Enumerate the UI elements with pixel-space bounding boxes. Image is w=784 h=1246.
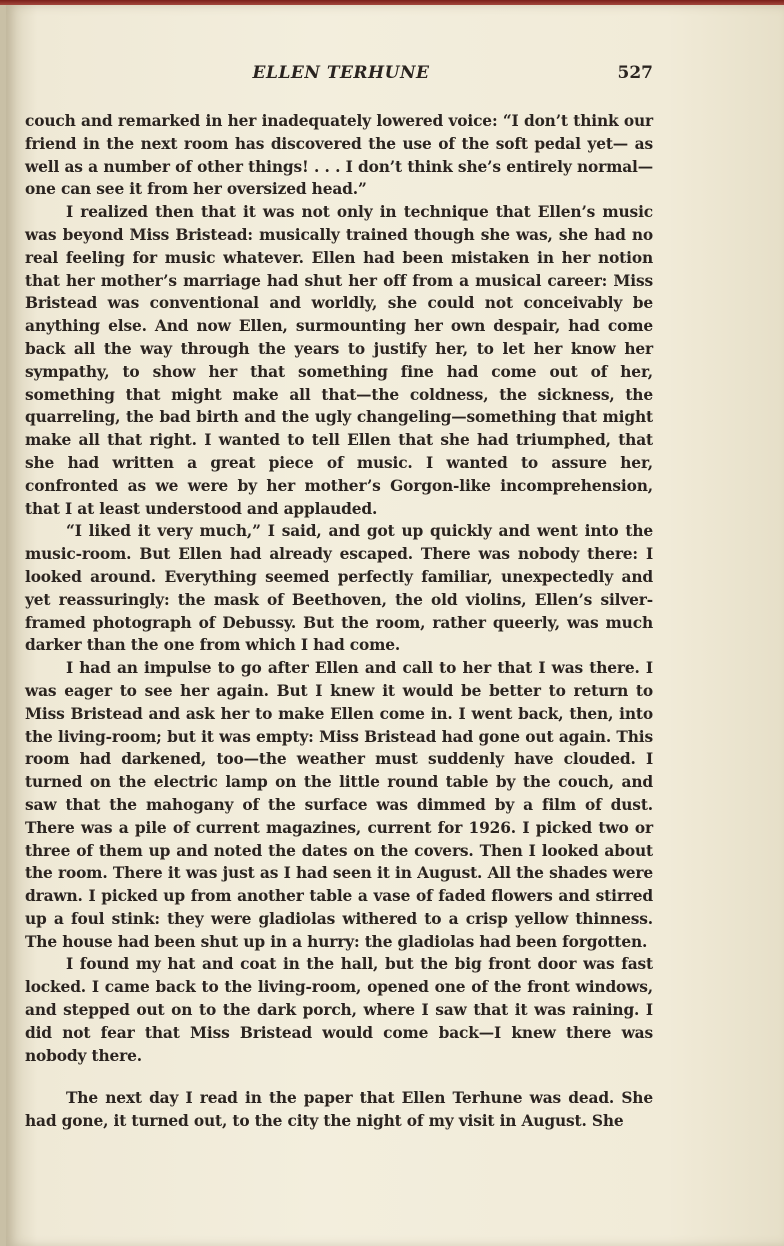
page-number: 527 — [617, 63, 653, 83]
paragraph: The next day I read in the paper that Ellen Terhune was dead. She had gone, it turned out, to the city the night of my visit in August. She — [25, 1089, 653, 1131]
running-title: ELLEN TERHUNE — [252, 63, 430, 83]
paragraph: “I liked it very much,” I said, and got up quickly and went into the music-room. But Ellen had already escaped. There was nobody there: I looked around. Everything seemed perfectly familiar, unexpectedly and yet reassuringly: the mask of Beethoven, the old violins, Ellen’s silver-framed photograph of Debussy. But the room, rather queerly, was much darker than the one from which I had come. — [25, 522, 653, 655]
paragraph: I had an impulse to go after Ellen and call to her that I was there. I was eager to see her again. But I knew it would be better to return to Miss Bristead and ask her to make Ellen come in. I went back, then, into the living-room; but it was empty: Miss Bristead had gone out again. This room had darkened, too—the weather must suddenly have clouded. I turned on the electric lamp on the little round table by the couch, and saw that the mahogany of the surface was dimmed by a film of dust. There was a pile of current magazines, current for 1926. I picked two or three of them up and noted the dates on the covers. Then I looked about the room. There it was just as I had seen it in August. All the shades were drawn. I picked up from another table a vase of faded flowers and stirred up a foul stink: they were gladiolas withered to a crisp yellow thinness. The house had been shut up in a hurry: the gladiolas had been forgotten. — [25, 659, 653, 951]
section-break — [25, 1067, 653, 1087]
page-header — [0, 63, 784, 89]
body-text — [25, 110, 653, 1133]
paragraph-continuation: couch and remarked in her inadequately lowered voice: “I don’t think our friend in the next room has discovered the use of the soft pedal yet— as well as a number of other things! . . . I don’t think she’s entirely normal—one can see it from her oversized head.” — [25, 112, 653, 199]
paragraph: I realized then that it was not only in technique that Ellen’s music was beyond Miss Bristead: musically trained though she was, she had no real feeling for music whatever. Ellen had been mistaken in her notion that her mother’s marriage had shut her off from a musical career: Miss Bristead was conventional and worldly, she could not conceivably be anything else. And now Ellen, surmounting her own despair, had come back all the way through the years to justify her, to let her know her sympathy, to show her that something fine had come out of her, something that might make all that—the coldness, the sickness, the quarreling, the bad birth and the ugly changeling—something that might make all that right. I wanted to tell Ellen that she had triumphed, that she had written a great piece of music. I wanted to assure her, confronted as we were by her mother’s Gorgon-like incomprehension, that I at least understood and applauded. — [25, 203, 653, 518]
paragraph: I found my hat and coat in the hall, but the big front door was fast locked. I came back to the living-room, opened one of the front windows, and stepped out on to the dark porch, where I saw that it was raining. I did not fear that Miss Bristead would come back—I knew there was nobody there. — [25, 955, 653, 1065]
